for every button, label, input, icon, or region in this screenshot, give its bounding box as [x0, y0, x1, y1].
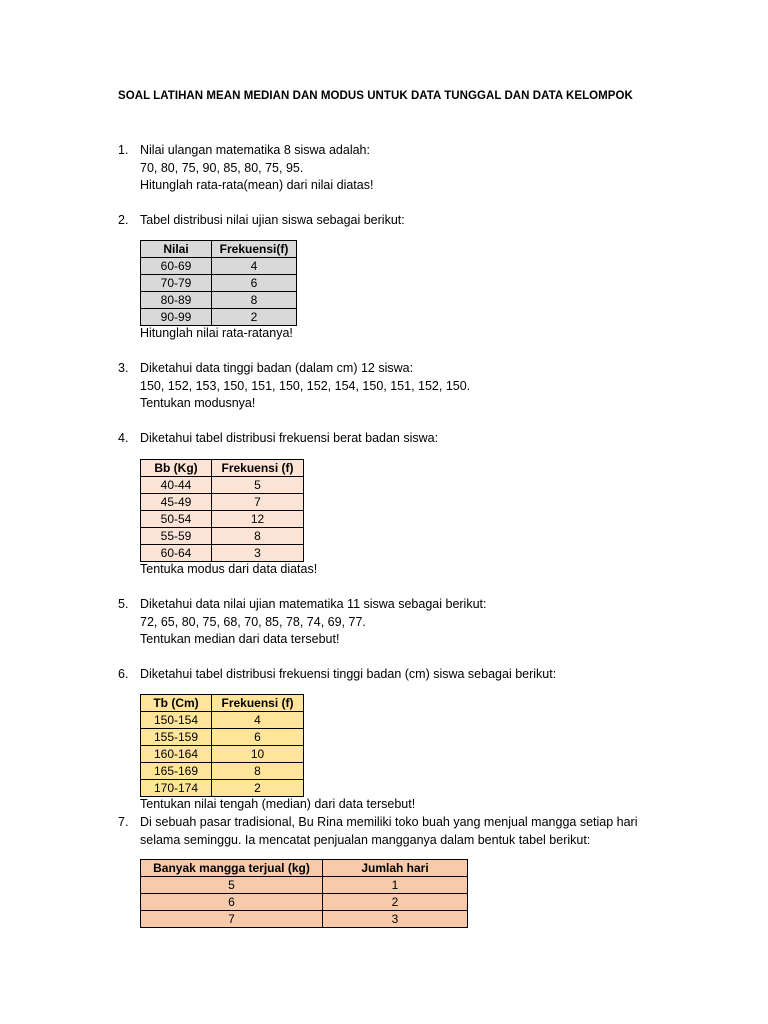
table-cell: 40-44: [141, 477, 212, 494]
question-text: Di sebuah pasar tradisional, Bu Rina memiliki toko buah yang menjual mangga setiap hari: [140, 815, 638, 829]
table-cell: 55-59: [141, 528, 212, 545]
question-number: 6.: [118, 667, 129, 681]
question-text: Diketahui tabel distribusi frekuensi tinggi badan (cm) siswa sebagai berikut:: [140, 667, 557, 681]
page-title: SOAL LATIHAN MEAN MEDIAN DAN MODUS UNTUK DATA TUNGGAL DAN DATA KELOMPOK: [118, 90, 633, 102]
question-text: 70, 80, 75, 90, 85, 80, 75, 95.: [140, 160, 304, 175]
table-cell: 90-99: [141, 309, 212, 326]
table-nilai: [140, 240, 297, 326]
question-text: Diketahui tabel distribusi frekuensi berat badan siswa:: [140, 431, 439, 445]
table-row: [141, 494, 304, 511]
table-header-row: [141, 695, 304, 712]
table-cell: 70-79: [141, 275, 212, 292]
table-cell: 80-89: [141, 292, 212, 309]
table-cell: 155-159: [141, 729, 212, 746]
question-text: selama seminggu. Ia mencatat penjualan mangganya dalam bentuk tabel berikut:: [140, 832, 591, 847]
table-cell: 12: [212, 511, 304, 528]
table-cell: 45-49: [141, 494, 212, 511]
table-cell: 60-64: [141, 545, 212, 562]
table-cell: 170-174: [141, 780, 212, 797]
table-cell: 60-69: [141, 258, 212, 275]
table-header-row: [141, 460, 304, 477]
question-text: Diketahui data tinggi badan (dalam cm) 12 siswa:: [140, 361, 414, 375]
table-row: [141, 258, 297, 275]
table-cell: 8: [212, 763, 304, 780]
table-cell: 2: [212, 309, 297, 326]
table-cell: 8: [212, 528, 304, 545]
table-cell: 6: [141, 894, 323, 911]
table-header-row: [141, 860, 468, 877]
table-cell: 50-54: [141, 511, 212, 528]
table-header-cell: Bb (Kg): [141, 460, 212, 477]
table-header-cell: Tb (Cm): [141, 695, 212, 712]
question-instruction: Tentukan nilai tengah (median) dari data tersebut!: [140, 797, 416, 811]
table-cell: 8: [212, 292, 297, 309]
question-text: 72, 65, 80, 75, 68, 70, 85, 78, 74, 69, 77.: [140, 614, 366, 629]
table-header-cell: Banyak mangga terjual (kg): [141, 860, 323, 877]
table-row: [141, 528, 304, 545]
table-cell: 150-154: [141, 712, 212, 729]
question-text: Hitunglah rata-rata(mean) dari nilai diatas!: [140, 178, 374, 192]
table-cell: 10: [212, 746, 304, 763]
table-row: [141, 309, 297, 326]
table-row: [141, 275, 297, 292]
table-cell: 2: [212, 780, 304, 797]
table-cell: 2: [323, 894, 468, 911]
table-row: [141, 545, 304, 562]
table-row: [141, 712, 304, 729]
table-header-cell: Frekuensi(f): [212, 241, 297, 258]
table-cell: 160-164: [141, 746, 212, 763]
table-penjualan-mangga: [140, 859, 468, 928]
table-row: [141, 477, 304, 494]
question-number: 2.: [118, 213, 129, 227]
table-cell: 165-169: [141, 763, 212, 780]
table-cell: 5: [141, 877, 323, 894]
table-cell: 3: [323, 911, 468, 928]
table-row: [141, 763, 304, 780]
question-number: 3.: [118, 361, 129, 375]
table-row: [141, 877, 468, 894]
table-row: [141, 746, 304, 763]
table-row: [141, 292, 297, 309]
table-cell: 7: [212, 494, 304, 511]
table-berat-badan: [140, 459, 304, 562]
table-row: [141, 729, 304, 746]
question-text: Diketahui data nilai ujian matematika 11 siswa sebagai berikut:: [140, 597, 487, 611]
question-number: 5.: [118, 597, 129, 611]
table-cell: 1: [323, 877, 468, 894]
table-tinggi-badan: [140, 694, 304, 797]
table-header-cell: Jumlah hari: [323, 860, 468, 877]
table-cell: 6: [212, 275, 297, 292]
table-header-cell: Nilai: [141, 241, 212, 258]
question-number: 4.: [118, 431, 129, 445]
question-text: Tentukan modusnya!: [140, 396, 256, 410]
table-cell: 7: [141, 911, 323, 928]
table-cell: 4: [212, 258, 297, 275]
question-number: 7.: [118, 815, 129, 829]
question-number: 1.: [118, 143, 129, 157]
table-cell: 5: [212, 477, 304, 494]
table-cell: 4: [212, 712, 304, 729]
table-row: [141, 894, 468, 911]
question-text: Nilai ulangan matematika 8 siswa adalah:: [140, 143, 370, 157]
question-instruction: Tentuka modus dari data diatas!: [140, 562, 318, 576]
question-text: Tabel distribusi nilai ujian siswa sebagai berikut:: [140, 213, 405, 227]
table-header-row: [141, 241, 297, 258]
table-row: [141, 911, 468, 928]
table-row: [141, 511, 304, 528]
question-instruction: Hitunglah nilai rata-ratanya!: [140, 326, 293, 340]
table-header-cell: Frekuensi (f): [212, 695, 304, 712]
table-header-cell: Frekuensi (f): [212, 460, 304, 477]
question-text: Tentukan median dari data tersebut!: [140, 632, 340, 646]
question-text: 150, 152, 153, 150, 151, 150, 152, 154, 150, 151, 152, 150.: [140, 378, 471, 393]
table-cell: 6: [212, 729, 304, 746]
table-cell: 3: [212, 545, 304, 562]
table-row: [141, 780, 304, 797]
